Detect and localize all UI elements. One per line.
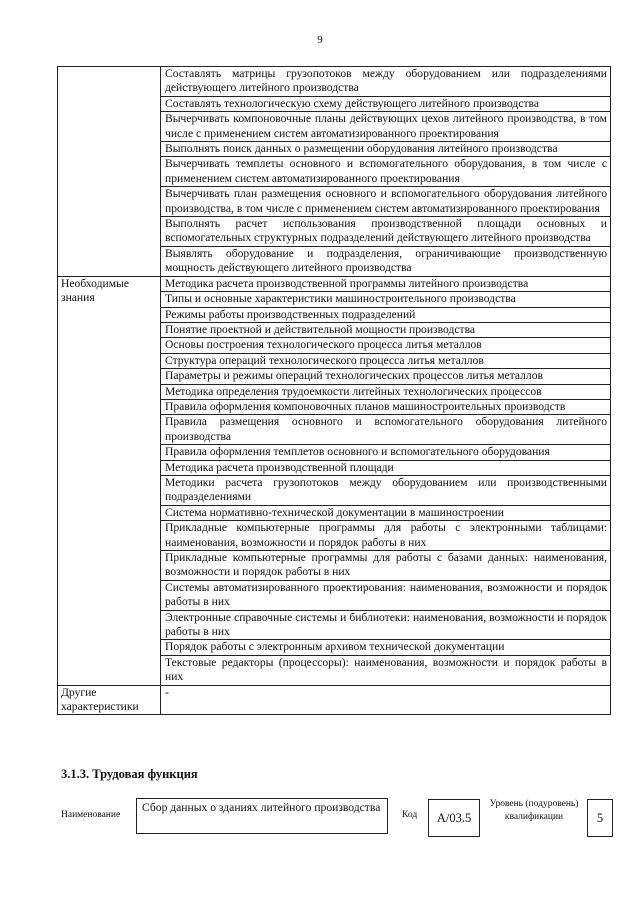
- table-cell: Понятие проектной и действительной мощности производства: [161, 322, 611, 337]
- table-cell: Составлять матрицы грузопотоков между оборудованием или подразделениями действующего литейного производства: [161, 67, 611, 97]
- table-cell: Вычерчивать план размещения основного и вспомогательного оборудования литейного производства, в том числе с применением систем автоматизированного проектирования: [161, 187, 611, 217]
- table-cell: Выявлять оборудование и подразделения, ограничивающие производственную мощность действующего литейного производства: [161, 246, 611, 276]
- table-cell: Правила размещения основного и вспомогательного оборудования литейного производства: [161, 415, 611, 445]
- table-row: [58, 276, 611, 291]
- code-value-box: A/03.5: [428, 799, 480, 837]
- section-heading: 3.1.3. Трудовая функция: [61, 767, 198, 781]
- table-cell: Методика определения трудоемкости литейных технологических процессов: [161, 384, 611, 399]
- table-cell: Прикладные компьютерные программы для работы с электронными таблицами: наименования, возможности и порядок работы в них: [161, 521, 611, 551]
- table-row: [58, 685, 611, 715]
- table-cell: Параметры и режимы операций технологических процессов литья металлов: [161, 369, 611, 384]
- table-cell: Правила оформления компоновочных планов машиностроительных производств: [161, 399, 611, 414]
- table-cell: Методика расчета производственной площади: [161, 460, 611, 475]
- row-label-skills-continued: [58, 67, 161, 277]
- table-cell: Электронные справочные системы и библиотеки: наименования, возможности и порядок работы в них: [161, 610, 611, 640]
- code-label: Код: [402, 810, 418, 820]
- row-label-required-knowledge: Необходимые знания: [58, 276, 161, 685]
- name-label: Наименование: [61, 810, 121, 820]
- competency-table: [57, 66, 611, 715]
- table-cell: Выполнять расчет использования производственной площади основных и вспомогательных структурных подразделений действующего литейного производства: [161, 217, 611, 247]
- table-cell: Основы построения технологического процесса литья металлов: [161, 338, 611, 353]
- table-cell: Порядок работы с электронным архивом технической документации: [161, 640, 611, 655]
- qualification-level-label: Уровень (подуровень) квалификации: [489, 799, 579, 822]
- table-cell: Типы и основные характеристики машиностроительного производства: [161, 292, 611, 307]
- table-cell: Система нормативно-технической документации в машиностроении: [161, 505, 611, 520]
- table-cell: Режимы работы производственных подразделений: [161, 307, 611, 322]
- table-cell: Методики расчета грузопотоков между оборудованием или производственными подразделениями: [161, 475, 611, 505]
- name-value-box: Сбор данных о зданиях литейного производства: [136, 798, 388, 834]
- table-cell: Текстовые редакторы (процессоры): наименования, возможности и порядок работы в них: [161, 655, 611, 685]
- table-row: [58, 67, 611, 97]
- table-cell: Выполнять поиск данных о размещении оборудования литейного производства: [161, 142, 611, 157]
- row-label-other-characteristics: Другие характеристики: [58, 685, 161, 715]
- table-cell: Структура операций технологического процесса литья металлов: [161, 353, 611, 368]
- table-cell: -: [161, 685, 611, 715]
- table-cell: Прикладные компьютерные программы для работы с базами данных: наименования, возможности и порядок работы в них: [161, 551, 611, 581]
- table-cell: Правила оформления темплетов основного и вспомогательного оборудования: [161, 445, 611, 460]
- page-number: 9: [317, 34, 323, 46]
- table-cell: Вычерчивать темплеты основного и вспомогательного оборудования, в том числе с применением систем автоматизированного проектирования: [161, 157, 611, 187]
- table-cell: Системы автоматизированного проектирования: наименования, возможности и порядок работы в них: [161, 580, 611, 610]
- table-cell: Вычерчивать компоновочные планы действующих цехов литейного производства, в том числе с применением систем автоматизированного проектирования: [161, 112, 611, 142]
- qualification-level-box: 5: [587, 799, 613, 837]
- table-cell: Методика расчета производственной программы литейного производства: [161, 276, 611, 291]
- table-cell: Составлять технологическую схему действующего литейного производства: [161, 96, 611, 111]
